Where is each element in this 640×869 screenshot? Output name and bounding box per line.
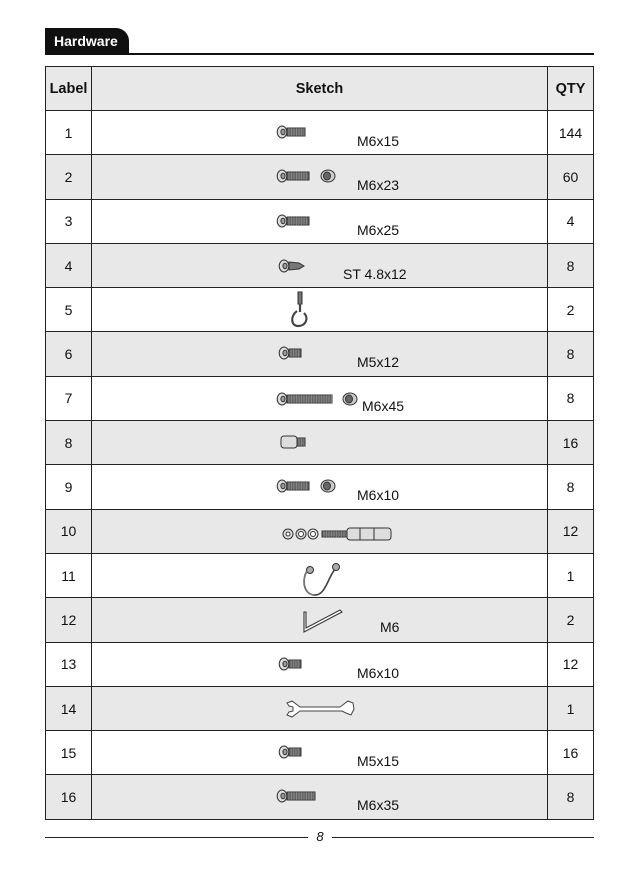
row-sketch [92, 509, 548, 553]
row-qty: 4 [548, 199, 594, 243]
row-size-label: M6 [380, 619, 400, 636]
row-sketch [92, 731, 548, 775]
allen-key-icon [92, 598, 549, 642]
header-qty: QTY [548, 67, 594, 111]
hardware-table [45, 66, 594, 820]
self-tapping-screw-icon [92, 244, 549, 288]
row-sketch [92, 288, 548, 332]
hex-socket-bolt-icon [92, 111, 549, 155]
row-label: 3 [46, 199, 92, 243]
table-row [46, 376, 594, 420]
row-sketch [92, 199, 548, 243]
row-qty: 1 [548, 686, 594, 730]
table-row [46, 731, 594, 775]
row-qty: 8 [548, 332, 594, 376]
row-sketch [92, 243, 548, 287]
row-qty: 16 [548, 421, 594, 465]
row-label: 4 [46, 243, 92, 287]
row-size-label: M6x15 [357, 133, 400, 149]
row-qty: 12 [548, 642, 594, 686]
row-size-label: M6x10 [357, 664, 400, 681]
table-row [46, 332, 594, 376]
bolt-with-cap-nut-icon [92, 155, 549, 199]
row-sketch [92, 686, 548, 730]
row-sketch [92, 111, 548, 155]
row-sketch [92, 775, 548, 819]
row-qty: 144 [548, 111, 594, 155]
open-end-wrench-icon [92, 687, 549, 731]
section-divider [45, 53, 594, 55]
table-row [46, 509, 594, 553]
short-bolt-icon [92, 332, 549, 376]
row-sketch [92, 155, 548, 199]
row-size-label: M5x15 [357, 753, 400, 770]
header-label: Label [46, 67, 92, 111]
table-row [46, 111, 594, 155]
row-sketch [92, 421, 548, 465]
row-label: 15 [46, 731, 92, 775]
row-qty: 8 [548, 243, 594, 287]
bolt-with-cap-nut-icon [92, 465, 549, 509]
hex-socket-bolt-icon [92, 200, 549, 244]
section-title: Hardware [45, 28, 129, 54]
row-size-label: M6x23 [357, 177, 400, 194]
row-qty: 2 [548, 598, 594, 642]
row-sketch [92, 332, 548, 376]
row-qty: 8 [548, 775, 594, 819]
table-row [46, 199, 594, 243]
row-size-label: M6x25 [357, 221, 400, 238]
row-qty: 2 [548, 288, 594, 332]
row-size-label: ST 4.8x12 [343, 265, 407, 282]
table-header-row [46, 67, 594, 111]
row-sketch [92, 598, 548, 642]
row-label: 13 [46, 642, 92, 686]
row-size-label: M5x12 [357, 354, 400, 371]
cable-with-nuts-icon [92, 554, 549, 598]
row-qty: 16 [548, 731, 594, 775]
short-bolt-icon [92, 643, 549, 687]
row-sketch [92, 376, 548, 420]
row-qty: 1 [548, 553, 594, 597]
row-sketch [92, 642, 548, 686]
table-row [46, 642, 594, 686]
table-row [46, 421, 594, 465]
standoff-bolt-icon [92, 421, 549, 465]
row-sketch [92, 465, 548, 509]
header-sketch: Sketch [92, 67, 548, 111]
row-label: 7 [46, 376, 92, 420]
row-sketch [92, 553, 548, 597]
ceiling-hook-icon [92, 288, 549, 332]
table-row [46, 465, 594, 509]
row-label: 2 [46, 155, 92, 199]
table-row [46, 288, 594, 332]
row-label: 9 [46, 465, 92, 509]
row-size-label: M6x35 [357, 797, 400, 814]
row-qty: 8 [548, 465, 594, 509]
long-bolt-with-cap-nut-icon [92, 377, 549, 421]
page-number: 8 [316, 829, 324, 844]
table-row [46, 598, 594, 642]
table-row [46, 155, 594, 199]
row-label: 16 [46, 775, 92, 819]
row-label: 14 [46, 686, 92, 730]
row-label: 5 [46, 288, 92, 332]
row-label: 6 [46, 332, 92, 376]
row-label: 10 [46, 509, 92, 553]
row-label: 1 [46, 111, 92, 155]
table-row [46, 686, 594, 730]
row-label: 11 [46, 553, 92, 597]
table-row [46, 775, 594, 819]
row-label: 8 [46, 421, 92, 465]
short-bolt-icon [92, 731, 549, 775]
row-size-label: M6x10 [357, 487, 400, 504]
expansion-anchor-icon [92, 510, 549, 554]
table-row [46, 553, 594, 597]
table-row [46, 243, 594, 287]
row-size-label: M6x45 [362, 397, 405, 414]
row-qty: 60 [548, 155, 594, 199]
footer-rule-right [332, 837, 594, 838]
footer-rule-left [45, 837, 308, 838]
row-qty: 8 [548, 376, 594, 420]
hardware-table-container [45, 66, 594, 820]
row-label: 12 [46, 598, 92, 642]
row-qty: 12 [548, 509, 594, 553]
hex-socket-bolt-icon [92, 775, 549, 819]
